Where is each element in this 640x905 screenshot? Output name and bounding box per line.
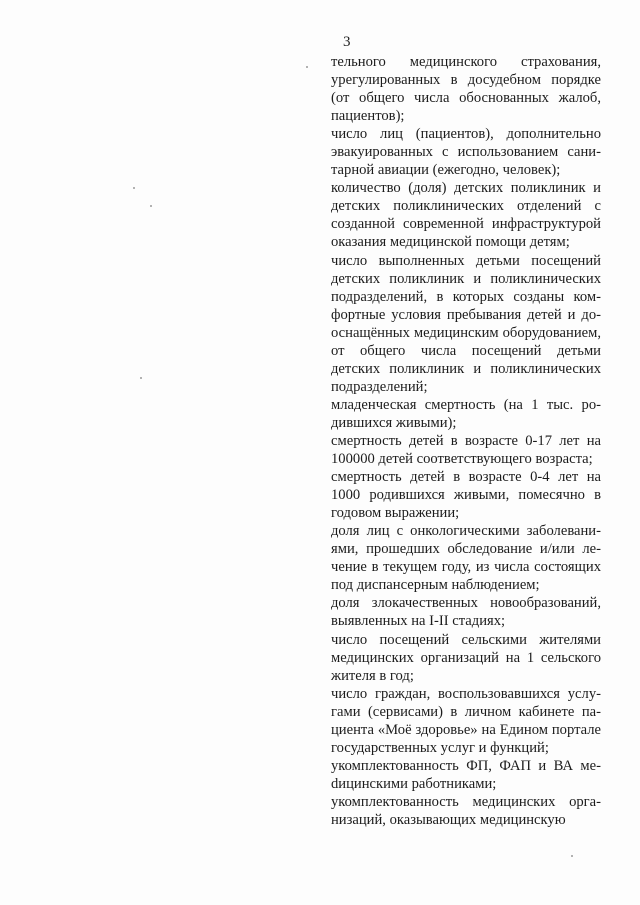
scan-speck [150, 205, 152, 207]
paragraph: число выполненных детьми посещений детских поликлиник и поликлинических подразделений, в которых созданы комфортные условия пребывания детей и дооснащённых медицинским оборудованием, от общего числа посещений детьми детских поликлиник и поликлинических подразделений; [331, 252, 601, 395]
paragraph: смертность детей в возрасте 0-17 лет на 100000 детей соответствующего возраста; [331, 432, 601, 468]
body-text [331, 53, 601, 829]
paragraph: смертность детей в возрасте 0-4 лет на 1000 родившихся живыми, помесячно в годовом выражении; [331, 469, 601, 522]
scan-speck [140, 377, 142, 379]
paragraph: число посещений сельскими жителями медицинских организаций на 1 сельского жителя в год; [331, 631, 601, 684]
scan-speck [306, 66, 308, 68]
paragraph: доля злокачественных новообразований, выявленных на I-II стадиях; [331, 595, 601, 630]
paragraph: число лиц (пациентов), дополнительно эвакуированных с использованием санитарной авиации (ежегодно, человек); [331, 126, 601, 179]
page-number: 3 [343, 34, 351, 50]
scan-speck [571, 855, 573, 857]
scan-speck [133, 187, 135, 189]
paragraph: количество (доля) детских поликлиник и детских поликлинических отделений с созданной современной инфраструктурой оказания медицинской помощи детям; [331, 180, 601, 251]
paragraph: тельного медицинского страхования, урегулированных в досудебном порядке (от общего числа обоснованных жалоб, пациентов); [331, 54, 601, 125]
paragraph: укомплектованность медицинских организаций, оказывающих медицинскую [331, 793, 601, 828]
paragraph: доля лиц с онкологическими заболеваниями, прошедших обследование и/или лечение в текущем году, из числа состоящих под диспансерным наблюдением; [331, 523, 601, 594]
paragraph: укомплектованность ФП, ФАП и ВА меdицинскими работниками; [331, 757, 601, 792]
paragraph: число граждан, воспользовавшихся услугами (сервисами) в личном кабинете пациента «Моё здоровье» на Едином портале государственных услуг и функций; [331, 685, 601, 756]
paragraph: младенческая смертность (на 1 тыс. родившихся живыми); [331, 396, 601, 431]
